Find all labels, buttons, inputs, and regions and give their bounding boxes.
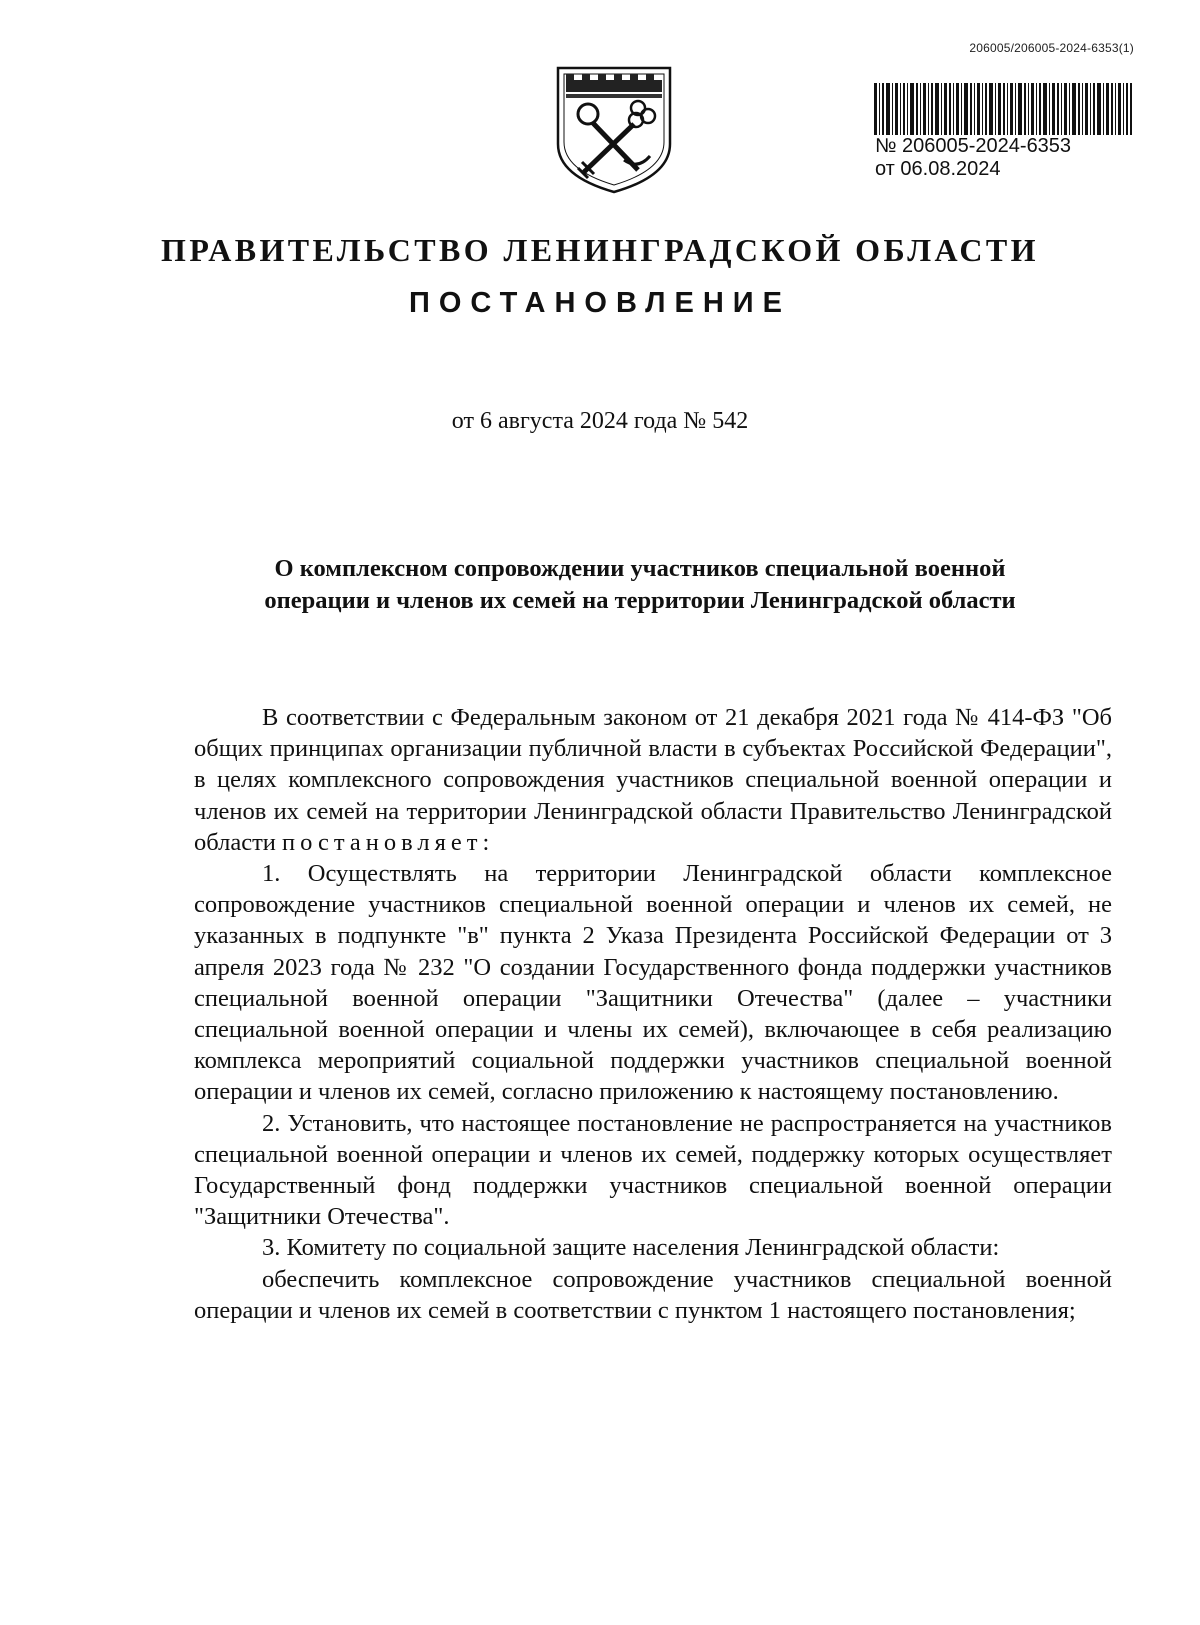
paragraph-3: 3. Комитету по социальной защите населения Ленинградской области:	[262, 1234, 1000, 1262]
paragraph-2: 2. Установить, что настоящее постановление не распространяется на участников специальной военной операции и членов их семей, поддержку которых осуществляет Государственный фонд поддержки участников специальной военной операции "Защитники Отечества".	[194, 1109, 1112, 1231]
registration-date: от 06.08.2024	[875, 158, 1001, 180]
registration-number: № 206005-2024-6353	[875, 135, 1072, 157]
document-body	[194, 702, 1112, 1326]
document-id: 206005/206005-2024-6353(1)	[969, 41, 1134, 55]
preamble-text: В соответствии с Федеральным законом от 21 декабря 2021 года № 414-ФЗ "Об общих принципах организации публичной власти в субъектах Российской Федерации", в целях комплексного сопровождения участников специальной военной операции и членов их семей на территории Ленинградской области Правительство Ленинградской области	[194, 704, 1112, 856]
leningrad-oblast-coat-of-arms-icon	[552, 58, 676, 194]
registration-block	[874, 83, 1134, 181]
preamble-paragraph	[194, 702, 1112, 858]
paragraph-3-subitem: обеспечить комплексное сопровождение участников специальной военной операции и членов их семей в соответствии с пунктом 1 настоящего постановления;	[194, 1265, 1112, 1324]
document-subject: О комплексном сопровождении участников специальной военной операции и членов их семей на территории Ленинградской области	[264, 555, 1016, 614]
document-date: от 6 августа 2024 года № 542	[451, 408, 749, 434]
barcode-icon	[874, 83, 1132, 135]
preamble-decree-word: постановляет:	[282, 828, 495, 856]
document-type: ПОСТАНОВЛЕНИЕ	[409, 287, 791, 319]
paragraph-1: 1. Осуществлять на территории Ленинградской области комплексное сопровождение участников специальной военной операции и членов их семей, не указанных в подпункте "в" пункта 2 Указа Президента Российской Федерации от 3 апреля 2023 года № 232 "О создании Государственного фонда поддержки участников специальной военной операции "Защитники Отечества" (далее – участники специальной военной операции и члены их семей), включающее в себя реализацию комплекса мероприятий социальной поддержки участников специальной военной операции и членов их семей, согласно приложению к настоящему постановлению.	[194, 860, 1112, 1106]
government-title: ПРАВИТЕЛЬСТВО ЛЕНИНГРАДСКОЙ ОБЛАСТИ	[161, 232, 1039, 268]
